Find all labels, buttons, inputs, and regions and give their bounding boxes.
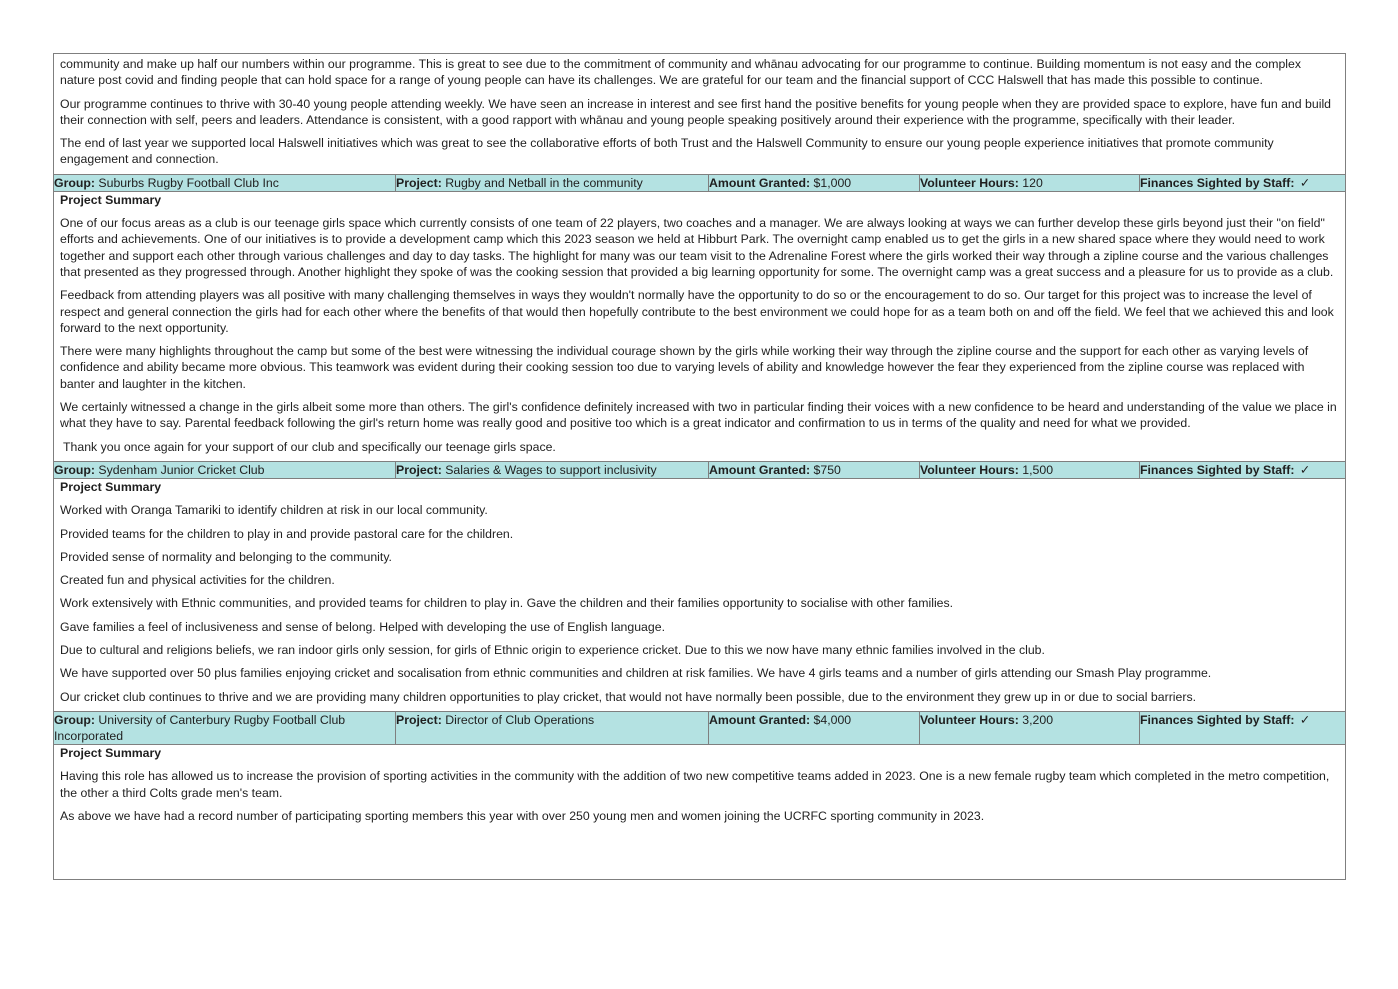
summary-paragraph: Feedback from attending players was all positive with many challenging themselves in ways they wouldn't normally have the opportunity to do so or the encouragement to do so. Our target for this project was to increase the level of respect and general connection the girls had for each other where the benefits of that would then hopefully contribute to the best environment we could hope for as a team both on and off the field. We feel that we achieved this and look forward to the next opportunity.	[60, 288, 1334, 335]
volunteer-value: 1,500	[1022, 462, 1054, 477]
volunteer-value: 3,200	[1022, 712, 1054, 727]
group-label: Group:	[54, 462, 95, 477]
entry-body-row	[54, 478, 1346, 711]
summary-paragraph: Worked with Oranga Tamariki to identify children at risk in our local community.	[60, 503, 488, 518]
project-summary-heading: Project Summary	[60, 479, 162, 494]
entry-header-row	[54, 711, 1346, 744]
finances-cell	[1140, 461, 1346, 478]
group-label: Group:	[54, 712, 95, 727]
project-name: Rugby and Netball in the community	[445, 175, 643, 190]
amount-cell	[709, 711, 920, 744]
volunteer-label: Volunteer Hours:	[920, 175, 1019, 190]
check-icon: ✓	[1299, 175, 1311, 190]
intro-row	[54, 54, 1346, 175]
intro-paragraph: The end of last year we supported local Halswell initiatives which was great to see the collaborative efforts of both Trust and the Halswell Community to ensure our young people experience initiatives that promote community engagement and connection.	[60, 136, 1274, 167]
project-summary-heading: Project Summary	[60, 745, 162, 760]
amount-cell	[709, 174, 920, 191]
volunteer-cell	[920, 461, 1140, 478]
project-label: Project:	[396, 462, 442, 477]
entry-body-cell	[54, 744, 1346, 879]
amount-label: Amount Granted:	[709, 175, 811, 190]
intro-paragraph: community and make up half our numbers within our programme. This is great to see due to the commitment of community and whānau advocating for our programme to continue. Building momentum is not easy and the complex nature post covid and finding people that can hold space for a range of young people can have its challenges. We are grateful for our team and the financial support of CCC Halswell that has made this possible to continue.	[60, 57, 1302, 88]
check-icon: ✓	[1299, 462, 1311, 477]
project-name: Salaries & Wages to support inclusivity	[445, 462, 657, 477]
group-name: Suburbs Rugby Football Club Inc	[98, 175, 279, 190]
volunteer-value: 120	[1022, 175, 1043, 190]
summary-paragraph: Provided sense of normality and belonging to the community.	[60, 549, 392, 564]
summary-paragraph: Gave families a feel of inclusiveness and sense of belong. Helped with developing the use of English language.	[60, 619, 665, 634]
summary-paragraph: Due to cultural and religions beliefs, we ran indoor girls only session, for girls of Ethnic origin to experience cricket. Due to this we now have many ethnic families involved in the club.	[60, 643, 1045, 658]
summary-paragraph: Work extensively with Ethnic communities, and provided teams for children to play in. Gave the children and their families opportunity to socialise with other families.	[60, 596, 954, 611]
entry-header-row	[54, 461, 1346, 478]
finances-cell	[1140, 711, 1346, 744]
amount-label: Amount Granted:	[709, 462, 811, 477]
project-label: Project:	[396, 175, 442, 190]
project-cell	[396, 174, 709, 191]
amount-value: $4,000	[813, 712, 852, 727]
project-cell	[396, 461, 709, 478]
entry-body-cell	[54, 478, 1346, 711]
finances-label: Finances Sighted by Staff:	[1140, 175, 1295, 190]
intro-cell	[54, 54, 1346, 175]
volunteer-cell	[920, 711, 1140, 744]
summary-paragraph: Having this role has allowed us to increase the provision of sporting activities in the community with the addition of two new competitive teams added in 2023. One is a new female rugby team which completed in the metro competition, the other a third Colts grade men's team.	[60, 769, 1330, 800]
intro-paragraph: Our programme continues to thrive with 30-40 young people attending weekly. We have seen an increase in interest and see first hand the positive benefits for young people when they are provided space to explore, have fun and build their connection with self, peers and leaders. Attendance is consistent, with a good rapport with whānau and young people speaking positively around their experience with the programme, specifically with their leader.	[60, 96, 1332, 127]
volunteer-cell	[920, 174, 1140, 191]
summary-paragraph: We have supported over 50 plus families enjoying cricket and socalisation from ethnic communities and children at risk families. We have 4 girls teams and a number of girls attending our Smash Play programme.	[60, 666, 1212, 681]
group-name: Sydenham Junior Cricket Club	[98, 462, 265, 477]
finances-label: Finances Sighted by Staff:	[1140, 462, 1295, 477]
group-name: University of Canterbury Rugby Football Club Incorporated	[54, 712, 346, 743]
summary-paragraph: One of our focus areas as a club is our teenage girls space which currently consists of one team of 22 players, two coaches and a manager. We are always looking at ways we can further develop these girls beyond just their "on field" efforts and achievements. One of our initiatives is to provide a development camp which this 2023 season we held at Hibburt Park. The overnight camp enabled us to get the girls in a new shared space where they would need to work together and support each other through various challenges and day to day tasks. The highlight for many was our team visit to the Adrenaline Forest where the girls worked their way through a zipline course and the various challenges that presented as they progressed through. Another highlight they spoke of was the cooking session that provided a big learning opportunity for some. The overnight camp was a great success and a pleasure for us to provide as a club.	[60, 216, 1334, 279]
finances-cell	[1140, 174, 1346, 191]
volunteer-label: Volunteer Hours:	[920, 462, 1019, 477]
entry-header-row	[54, 174, 1346, 191]
summary-paragraph: Thank you once again for your support of our club and specifically our teenage girls space.	[63, 439, 556, 454]
project-summary-heading: Project Summary	[60, 192, 162, 207]
project-label: Project:	[396, 712, 442, 727]
amount-cell	[709, 461, 920, 478]
group-label: Group:	[54, 175, 95, 190]
project-name: Director of Club Operations	[445, 712, 595, 727]
summary-paragraph: Created fun and physical activities for the children.	[60, 573, 335, 588]
entry-body-row	[54, 744, 1346, 879]
entry-body-row	[54, 191, 1346, 461]
amount-label: Amount Granted:	[709, 712, 811, 727]
summary-paragraph: As above we have had a record number of participating sporting members this year with over 250 young men and women joining the UCRFC sporting community in 2023.	[60, 808, 985, 823]
grant-report-table	[53, 53, 1346, 880]
summary-paragraph: Our cricket club continues to thrive and we are providing many children opportunities to play cricket, that would not have normally been possible, due to the environment they grew up in or due to social barriers.	[60, 689, 1197, 704]
amount-value: $1,000	[813, 175, 852, 190]
amount-value: $750	[813, 462, 841, 477]
group-cell	[54, 461, 396, 478]
volunteer-label: Volunteer Hours:	[920, 712, 1019, 727]
summary-paragraph: There were many highlights throughout the camp but some of the best were witnessing the individual courage shown by the girls while working their way through the zipline course and the support for each other as varying levels of confidence and ability became more obvious. This teamwork was evident during their cooking session too due to varying levels of ability and knowledge however the fear they experienced from the zipline course was replaced with banter and laughter in the kitchen.	[60, 344, 1309, 391]
group-cell	[54, 174, 396, 191]
check-icon: ✓	[1299, 712, 1311, 727]
finances-label: Finances Sighted by Staff:	[1140, 712, 1295, 727]
project-cell	[396, 711, 709, 744]
summary-paragraph: We certainly witnessed a change in the girls albeit some more than others. The girl's confidence definitely increased with two in particular finding their voices with a new confidence to be heard and understanding of the value we place in what they have to say. Parental feedback following the girl's return home was really good and positive too which is a great indicator and confirmation to us in terms of the quality and need for what we provided.	[60, 400, 1337, 431]
group-cell	[54, 711, 396, 744]
entry-body-cell	[54, 191, 1346, 461]
summary-paragraph: Provided teams for the children to play in and provide pastoral care for the children.	[60, 526, 514, 541]
